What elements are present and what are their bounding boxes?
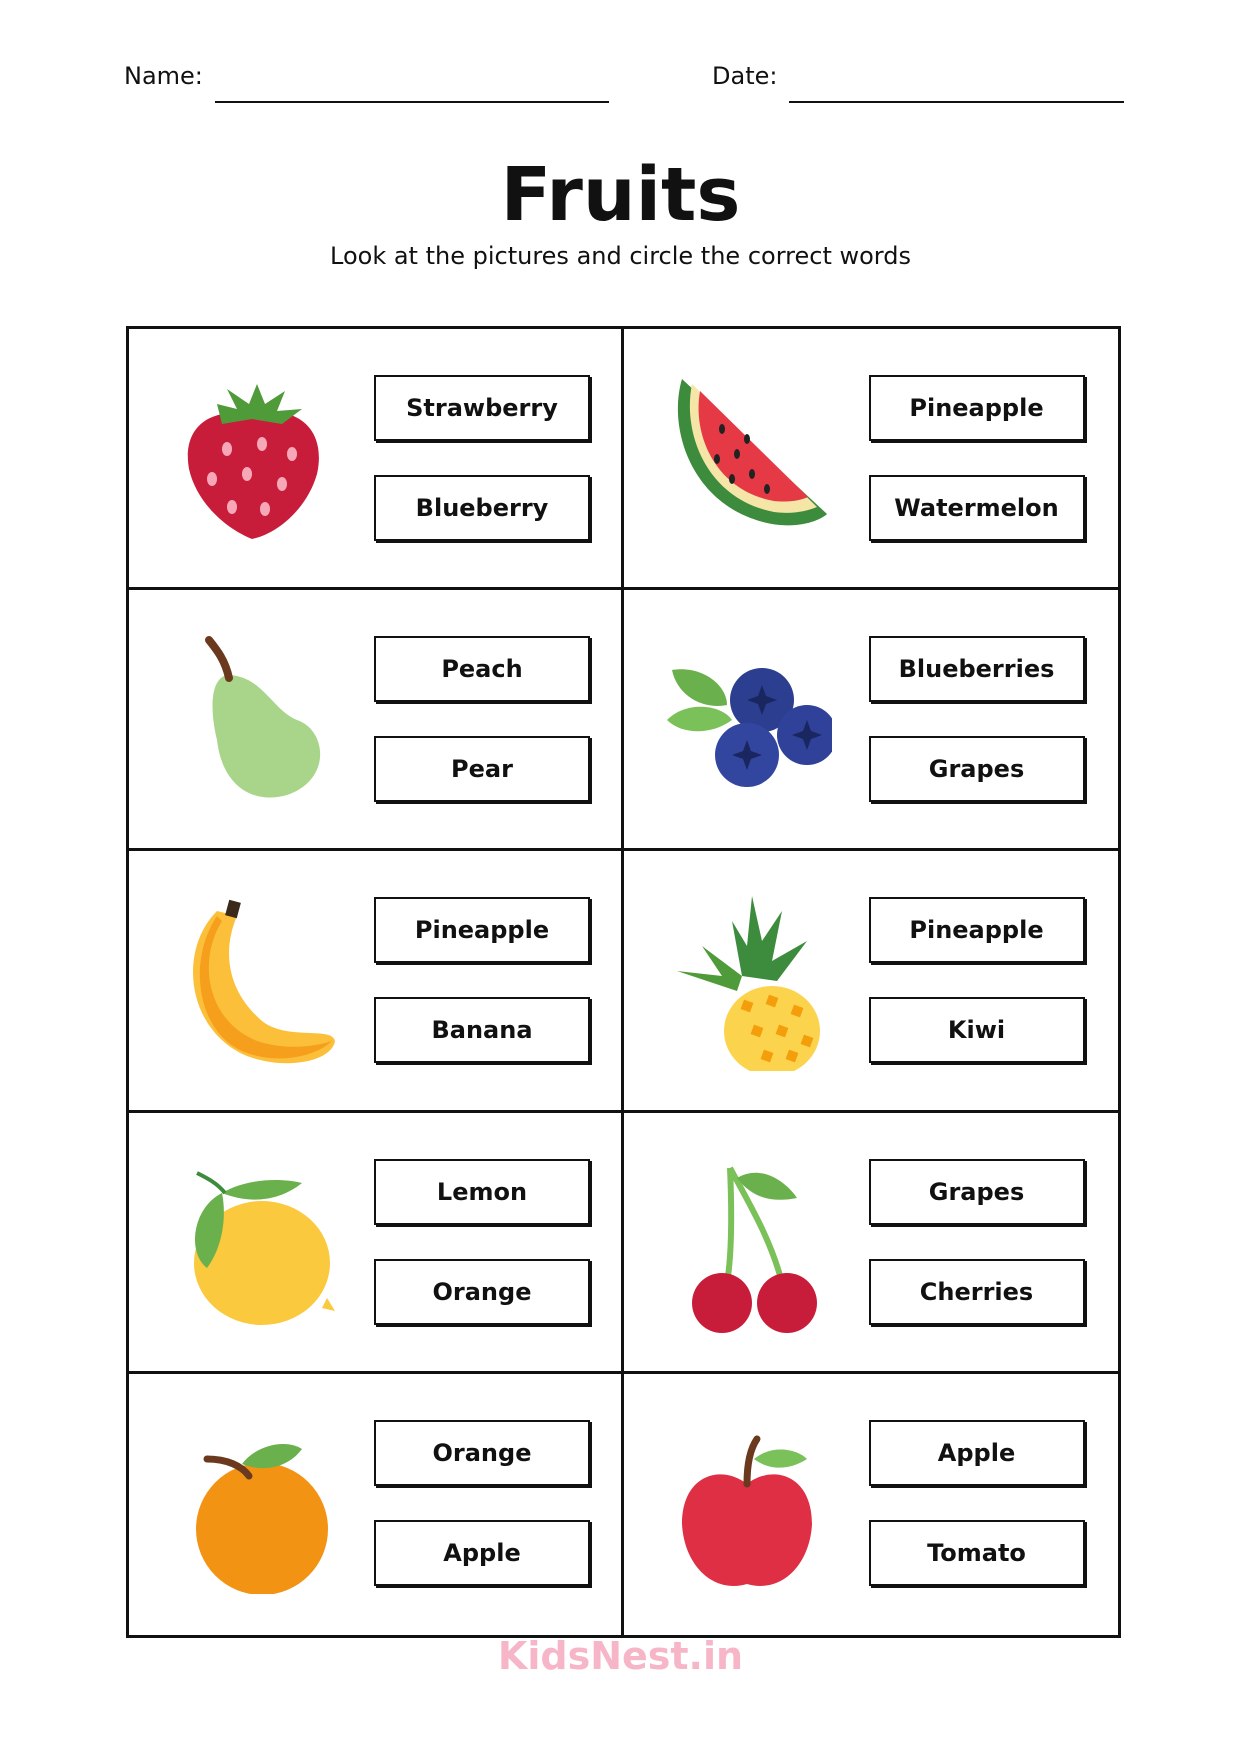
word-option-button[interactable]: Strawberry	[374, 375, 590, 441]
date-blank-line[interactable]	[789, 101, 1124, 103]
fruit-cell	[129, 329, 624, 590]
watermelon-icon	[662, 369, 832, 549]
page-title: Fruits	[500, 152, 741, 238]
fruit-cell	[624, 851, 1119, 1112]
pear-icon	[167, 630, 337, 810]
word-option-button[interactable]: Orange	[374, 1420, 590, 1486]
word-option-button[interactable]: Kiwi	[869, 997, 1085, 1063]
word-option-button[interactable]: Apple	[869, 1420, 1085, 1486]
word-option-button[interactable]: Banana	[374, 997, 590, 1063]
name-blank-line[interactable]	[215, 101, 609, 103]
watermark: KidsNest.in	[497, 1634, 744, 1678]
word-option-button[interactable]: Pear	[374, 736, 590, 802]
fruit-cell	[129, 1374, 624, 1635]
word-option-button[interactable]: Blueberries	[869, 636, 1085, 702]
apple-icon	[662, 1414, 832, 1594]
word-option-button[interactable]: Pineapple	[869, 375, 1085, 441]
instruction-text: Look at the pictures and circle the correct words	[330, 242, 911, 270]
cherries-icon	[662, 1153, 832, 1333]
date-label: Date:	[712, 62, 778, 90]
lemon-icon	[167, 1153, 337, 1333]
banana-icon	[167, 891, 337, 1071]
blueberries-icon	[662, 630, 832, 810]
word-option-button[interactable]: Grapes	[869, 1159, 1085, 1225]
fruit-cell	[624, 329, 1119, 590]
word-option-button[interactable]: Orange	[374, 1259, 590, 1325]
word-option-button[interactable]: Grapes	[869, 736, 1085, 802]
word-option-button[interactable]: Peach	[374, 636, 590, 702]
fruit-cell	[624, 590, 1119, 851]
fruit-grid	[126, 326, 1121, 1638]
word-option-button[interactable]: Tomato	[869, 1520, 1085, 1586]
word-option-button[interactable]: Cherries	[869, 1259, 1085, 1325]
word-option-button[interactable]: Pineapple	[374, 897, 590, 963]
word-option-button[interactable]: Watermelon	[869, 475, 1085, 541]
fruit-cell	[129, 590, 624, 851]
fruit-cell	[129, 851, 624, 1112]
strawberry-icon	[167, 369, 337, 549]
word-option-button[interactable]: Blueberry	[374, 475, 590, 541]
fruit-cell	[624, 1113, 1119, 1374]
word-option-button[interactable]: Pineapple	[869, 897, 1085, 963]
word-option-button[interactable]: Apple	[374, 1520, 590, 1586]
name-label: Name:	[124, 62, 203, 90]
fruit-cell	[129, 1113, 624, 1374]
fruit-cell	[624, 1374, 1119, 1635]
word-option-button[interactable]: Lemon	[374, 1159, 590, 1225]
orange-icon	[167, 1414, 337, 1594]
pineapple-icon	[662, 891, 832, 1071]
